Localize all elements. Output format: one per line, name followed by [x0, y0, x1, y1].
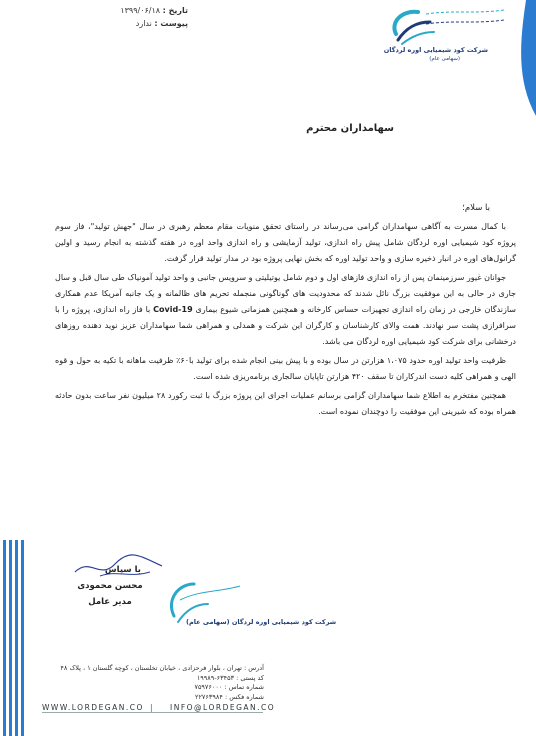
date-label: تاریخ :: [162, 6, 188, 15]
stamp-company-label: شرکت کود شیمیایی اوره لردگان: [231, 618, 337, 626]
logo-company-type: (سهامی عام): [429, 56, 460, 62]
paragraph-3: ظرفیت واحد تولید اوره حدود ۱،۰۷۵ هزارتن در سال بوده و با پیش بینی انجام شده برای تولید با۶۰٪ ظرفیت ماهانه با تکیه به حول و قوه الهی و همراهی کلیه دست اندرکاران تا سقف ۴۲۰ هزارتن تاپایان سالجاری برنامه‌ریزی شده است.: [55, 356, 516, 381]
paragraph-2: [55, 270, 516, 350]
footer-email[interactable]: INFO@LORDEGAN.CO: [170, 703, 276, 712]
footer-separator: |: [150, 703, 153, 712]
covid-term: Covid-19: [153, 305, 193, 314]
salutation: سهامداران محترم: [306, 123, 394, 134]
footer-address: آدرس : تهران ، بلوار فرحزادی ، خیابان تخلستان ، کوچه گلستان ۱ ، پلاک ۴۸: [60, 664, 264, 672]
logo-company-name: شرکت کود شیمیایی اوره لردگان: [383, 46, 488, 54]
footer-contact: [42, 664, 264, 702]
stamp-company-name: [186, 618, 336, 626]
attachment-row: [78, 17, 188, 30]
signature-block: [55, 565, 165, 607]
corner-curve-icon: [486, 0, 536, 120]
stamp-company-type: (سهامی عام): [186, 618, 230, 626]
date-row: [78, 4, 188, 17]
letter-meta: [78, 4, 188, 30]
paragraph-4: همچنین مفتخرم به اطلاع شما سهامداران گرامی برسانم عملیات اجرای این پروژه بزرگ با ثبت رکورد ۲۸ میلیون نفر ساعت بدون حادثه همراه بوده که شیرینی این موفقیت را دوچندان نموده است.: [55, 391, 516, 416]
signer-name: محسن محمودی: [77, 581, 143, 591]
footer-postal: کد پستی : ۶۳۴۵۳-۱۹۹۸۹: [196, 673, 264, 682]
greeting: با سلام؛: [462, 203, 490, 213]
footer-divider: [42, 712, 263, 713]
signature-intro: با سپاس: [104, 565, 141, 575]
signer-role: مدیر عامل: [88, 597, 132, 607]
footer-phone: شماره تماس : ۷۵۹۷۶۰۰۰: [194, 683, 264, 691]
footer-fax: شماره فکس : ۲۲۷۶۳۹۸۴: [194, 692, 264, 701]
footer-website[interactable]: WWW.LORDEGAN.CO: [42, 703, 144, 712]
paragraph-2-start: جوانان غیور سرزمینمان پس از راه اندازی فازهای اول و دوم شامل یوتیلیتی و سرویس جانبی و واحد تولید آمونیاک طی سال قبل و سال جاری در حالی به این موفقیت بزرگ نائل شدند که محدودیت های گوناگونی منجمله تحریم های ظالمانه و یک جانبه آمریکا عدم همکاری سازندگان خارجی در زمان راه اندازی تجهیزات حساس کارخانه و همچنین همزمانی شیوع بیماری: [55, 273, 517, 314]
attachment-value: ندارد: [135, 19, 152, 28]
paragraph-1: با کمال مسرت به آگاهی سهامداران گرامی می‌رساند در راستای تحقق منویات مقام معظم رهبری در سال "جهش تولید"، فاز سوم پروژه کود شیمیایی اوره لردگان شامل پیش راه اندازی، تولید آزمایشی و راه اندازی واحد اوره در هفته گذشته به انجام رسید و اولین گرانول‌های اوره در انبار ذخیره سازی و واحد تولید اوره که بخش نهایی پروژه بود در مدار تولید قرار گرفت.: [55, 222, 516, 263]
letter-body: [55, 219, 516, 423]
company-stamp-icon: [160, 570, 290, 640]
date-value: ۱۳۹۹/۰۶/۱۸: [120, 6, 161, 15]
side-stripes-icon: [0, 540, 28, 736]
paragraph-2-end: با فاز راه اندازی، پروژه را با سرافرازی پشت سر نهادند. همت والای کارشناسان و کارگران این شرکت و همدلی و همراهی شما سهامداران عزیز نوید دهنده روزهای درخشانی برای شرکت کود شیمیایی اوره لردگان می باشد.: [55, 305, 516, 346]
attachment-label: پیوست :: [154, 19, 188, 28]
